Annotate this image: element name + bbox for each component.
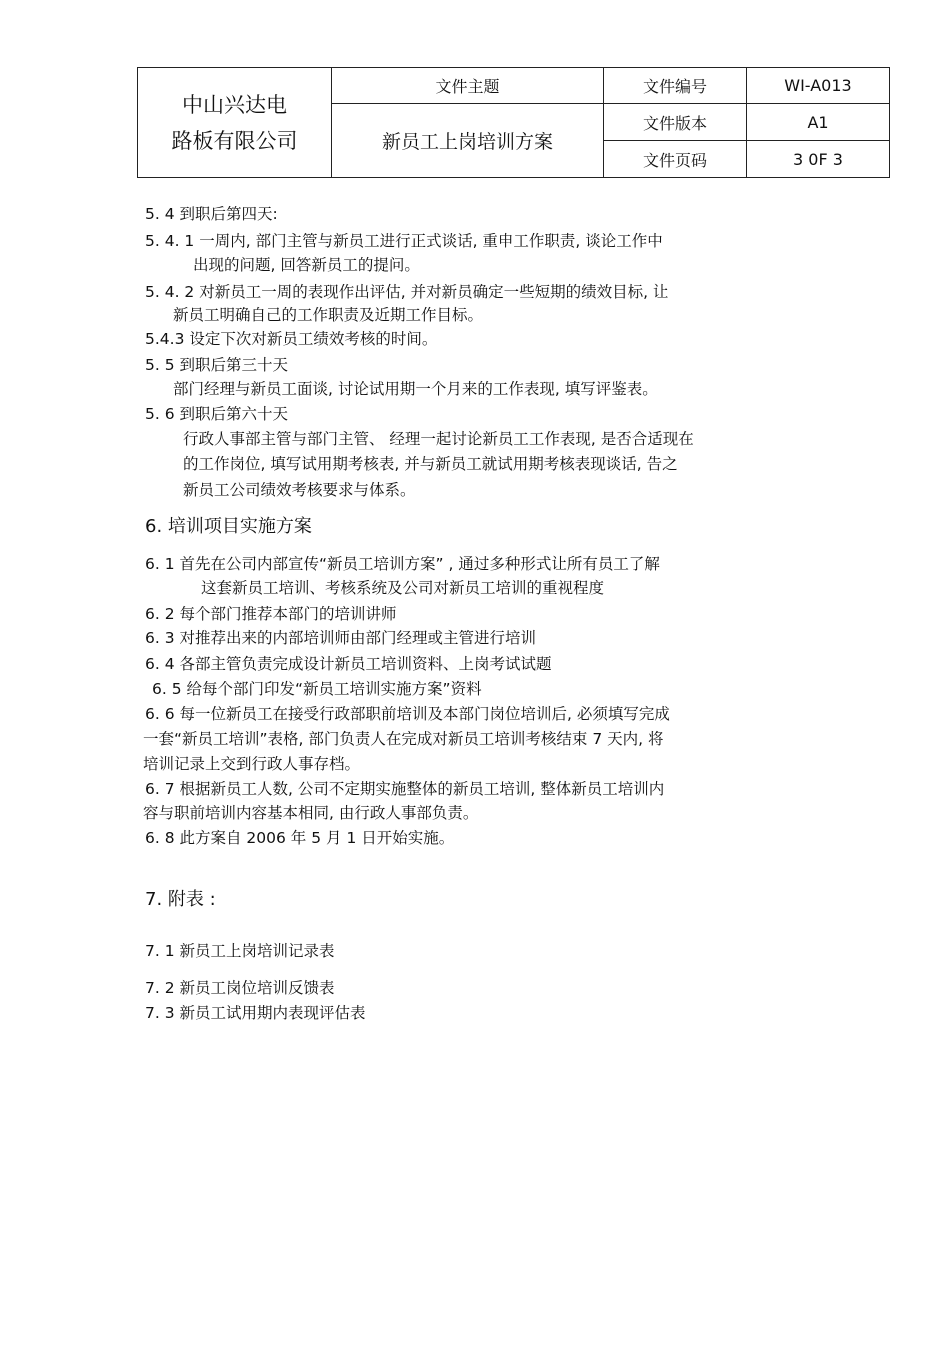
item-6-2: 6. 2 每个部门推荐本部门的培训讲师 xyxy=(145,605,397,623)
item-5-4-1-cont: 出现的问题, 回答新员工的提问。 xyxy=(193,256,420,274)
section-7-heading: 7. 附表 : xyxy=(145,889,216,910)
item-6-7-cont: 容与职前培训内容基本相同, 由行政人事部负责。 xyxy=(143,804,479,822)
section-5-5-text: 部门经理与新员工面谈, 讨论试用期一个月来的工作表现, 填写评鉴表。 xyxy=(173,380,658,398)
item-5-4-1: 5. 4. 1 一周内, 部门主管与新员工进行正式谈话, 重申工作职责, 谈论工作中 xyxy=(145,232,663,250)
section-5-6-text-1: 行政人事部主管与部门主管、 经理一起讨论新员工工作表现, 是否合适现在 xyxy=(183,430,694,448)
company-name: 中山兴达电 路板有限公司 xyxy=(138,68,332,178)
item-7-2: 7. 2 新员工岗位培训反馈表 xyxy=(145,979,335,997)
item-7-1: 7. 1 新员工上岗培训记录表 xyxy=(145,942,335,960)
section-5-5-heading: 5. 5 到职后第三十天 xyxy=(145,356,289,374)
item-6-6: 6. 6 每一位新员工在接受行政部职前培训及本部门岗位培训后, 必须填写完成 xyxy=(145,705,670,723)
version-value: A1 xyxy=(747,104,890,141)
section-5-6-heading: 5. 6 到职后第六十天 xyxy=(145,405,289,423)
page-label: 文件页码 xyxy=(604,141,747,178)
item-5-4-2: 5. 4. 2 对新员工一周的表现作出评估, 并对新员确定一些短期的绩效目标, 让 xyxy=(145,283,669,301)
item-6-1-cont: 这套新员工培训、考核系统及公司对新员工培训的重视程度 xyxy=(201,579,605,597)
section-5-6-text-2: 的工作岗位, 填写试用期考核表, 并与新员工就试用期考核表现谈话, 告之 xyxy=(183,455,678,473)
topic-value: 新员工上岗培训方案 xyxy=(332,104,604,178)
item-5-4-2-cont: 新员工明确自己的工作职责及近期工作目标。 xyxy=(173,306,484,324)
section-5-6-text-3: 新员工公司绩效考核要求与体系。 xyxy=(183,481,416,499)
item-6-5: 6. 5 给每个部门印发“新员工培训实施方案”资料 xyxy=(152,680,482,698)
document-header-table xyxy=(137,67,890,178)
item-6-4: 6. 4 各部主管负责完成设计新员工培训资料、上岗考试试题 xyxy=(145,655,552,673)
item-6-6-cont-1: 一套“新员工培训”表格, 部门负责人在完成对新员工培训考核结束 7 天内, 将 xyxy=(143,730,664,748)
section-6-heading: 6. 培训项目实施方案 xyxy=(145,516,312,537)
version-label: 文件版本 xyxy=(604,104,747,141)
item-6-7: 6. 7 根据新员工人数, 公司不定期实施整体的新员工培训, 整体新员工培训内 xyxy=(145,780,665,798)
item-6-3: 6. 3 对推荐出来的内部培训师由部门经理或主管进行培训 xyxy=(145,629,537,647)
item-6-8: 6. 8 此方案自 2006 年 5 月 1 日开始实施。 xyxy=(145,829,455,847)
section-5-4-heading: 5. 4 到职后第四天: xyxy=(145,205,278,223)
page-value: 3 0F 3 xyxy=(747,141,890,178)
item-7-3: 7. 3 新员工试用期内表现评估表 xyxy=(145,1004,366,1022)
item-5-4-3: 5.4.3 设定下次对新员工绩效考核的时间。 xyxy=(145,330,438,348)
number-value: WI-A013 xyxy=(747,68,890,104)
item-6-1: 6. 1 首先在公司内部宣传“新员工培训方案” , 通过多种形式让所有员工了解 xyxy=(145,555,660,573)
item-6-6-cont-2: 培训记录上交到行政人事存档。 xyxy=(143,755,361,773)
topic-label: 文件主题 xyxy=(332,68,604,104)
number-label: 文件编号 xyxy=(604,68,747,104)
